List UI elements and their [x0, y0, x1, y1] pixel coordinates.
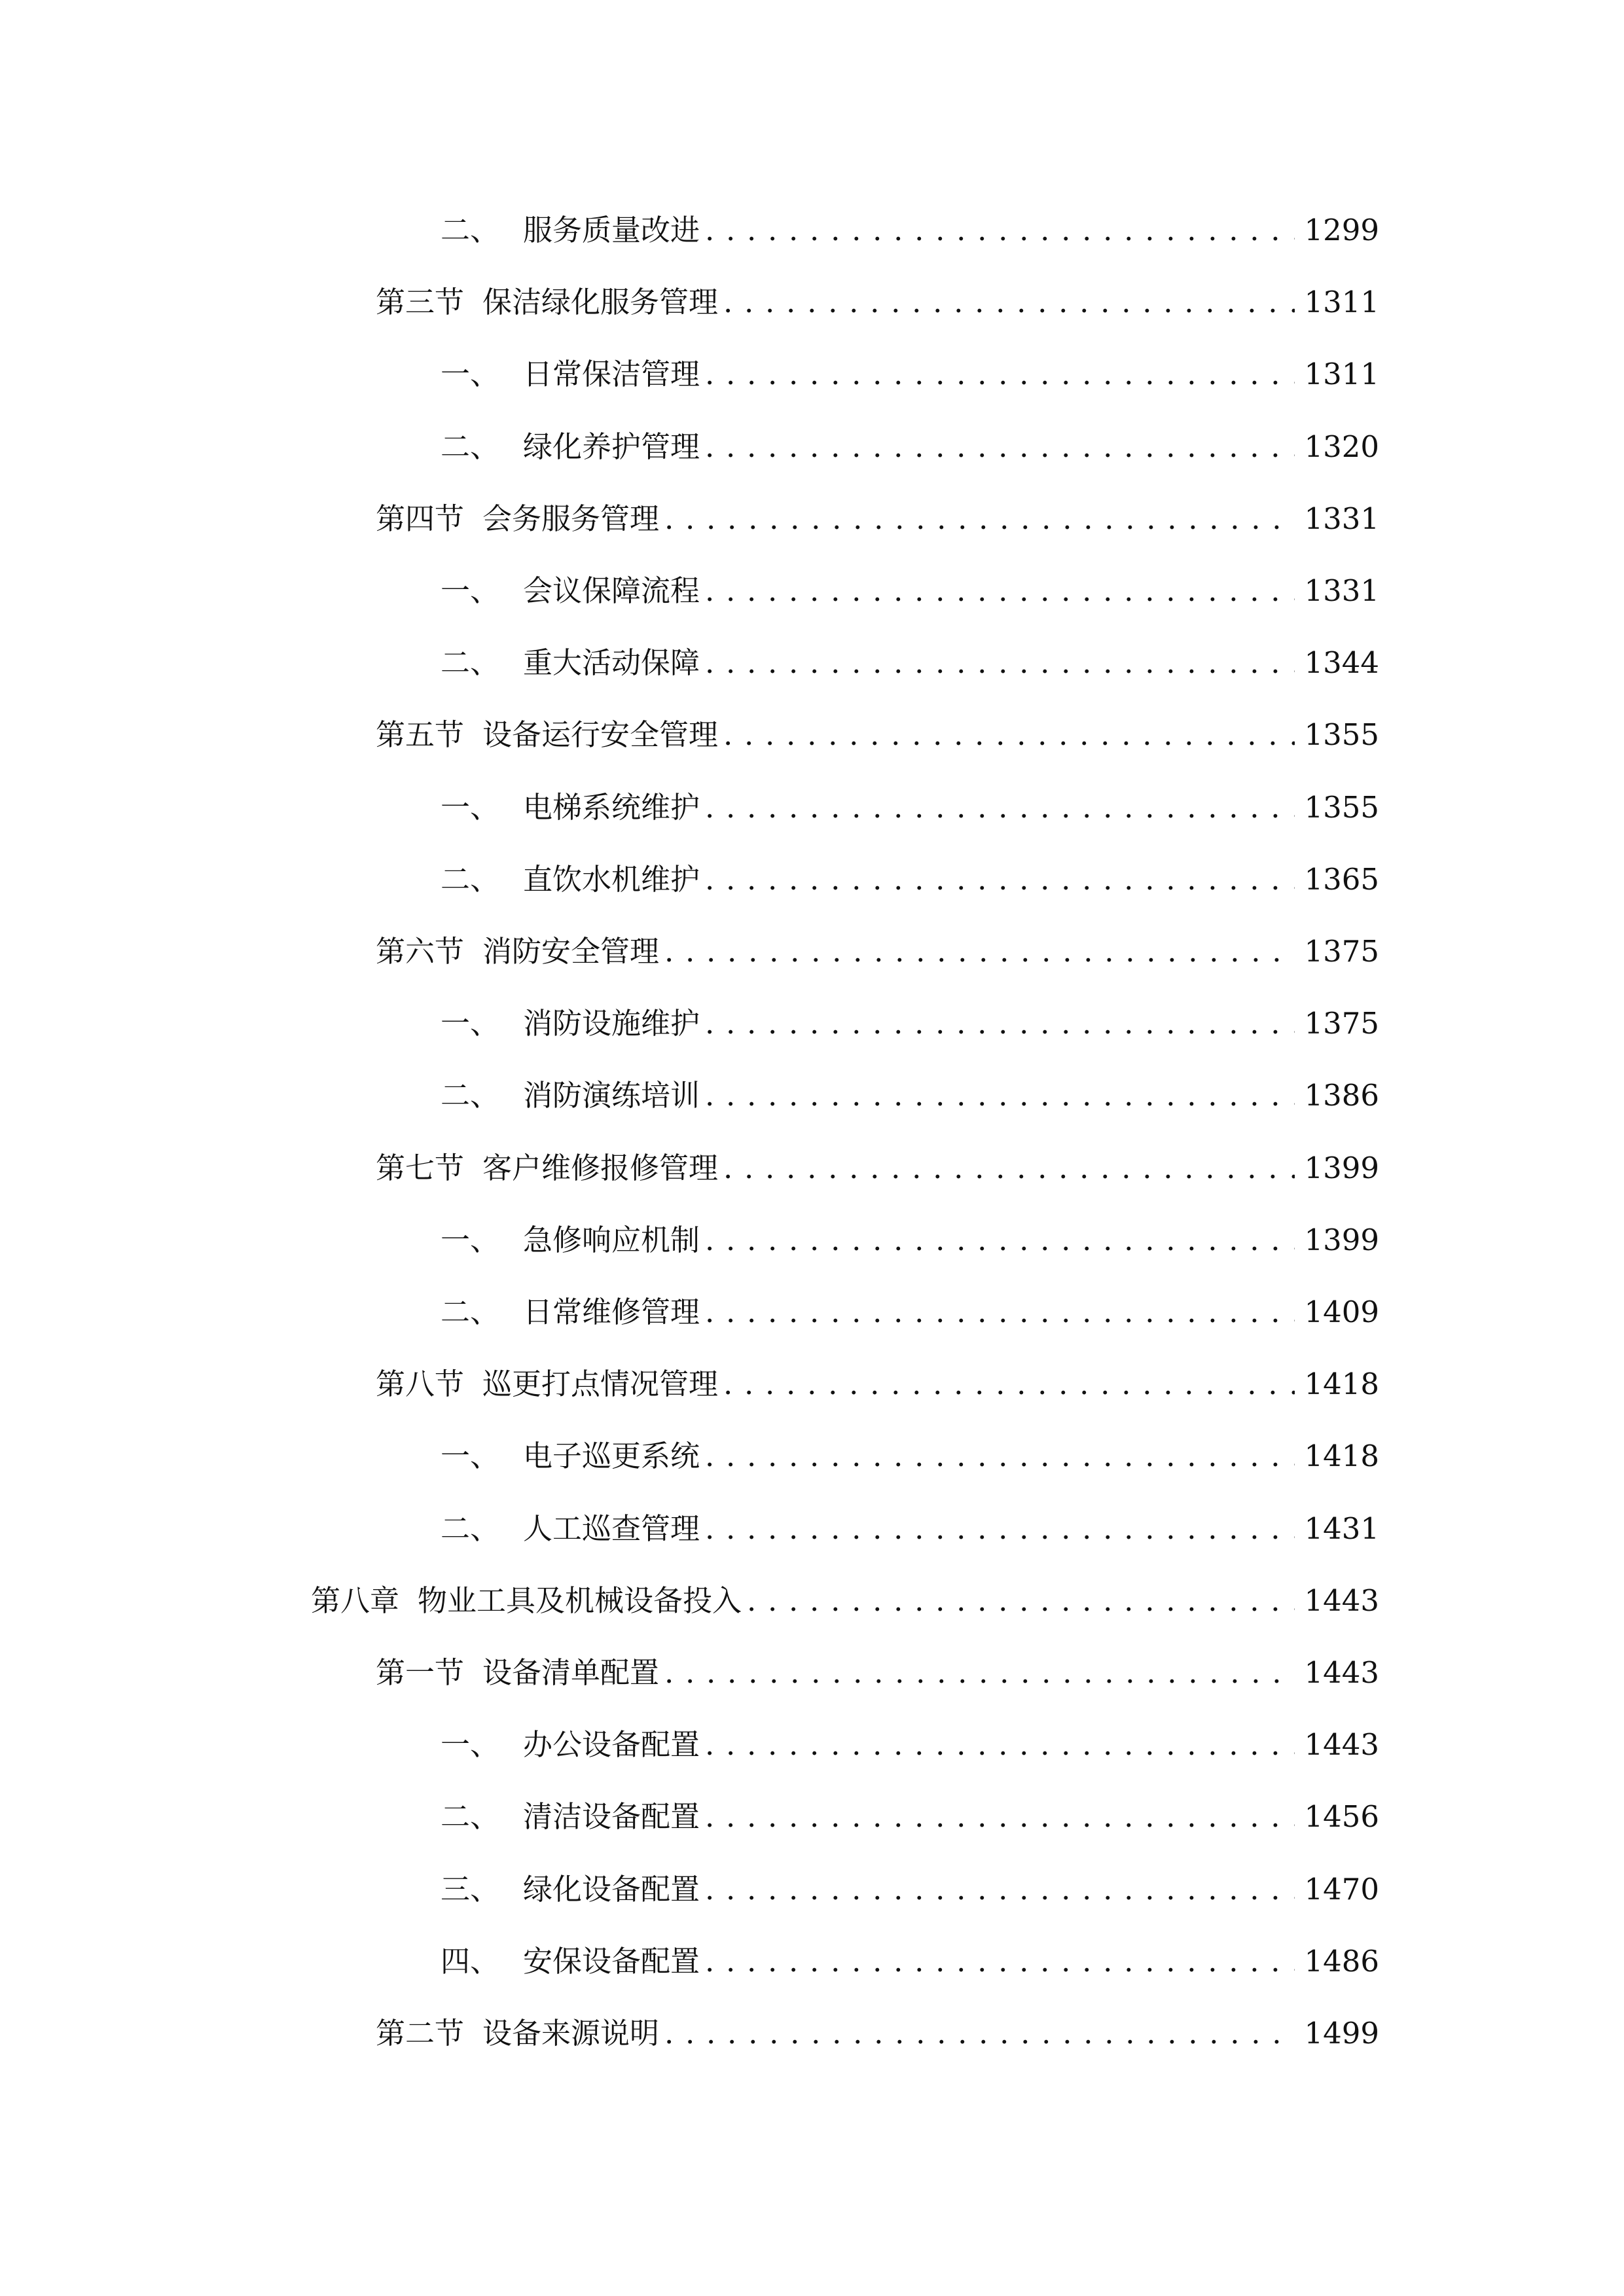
toc-entry-page-number: 1443 — [1304, 1655, 1379, 1690]
toc-entry-number: 第五节 — [376, 717, 465, 753]
toc-entry-title: 消防演练培训 — [523, 1078, 700, 1113]
toc-entry-number: 二、 — [441, 1511, 500, 1546]
toc-entry-page-number: 1311 — [1304, 357, 1379, 392]
toc-entry-number: 二、 — [441, 1799, 500, 1835]
toc-entry-title: 人工巡查管理 — [523, 1511, 700, 1546]
toc-dot-leader — [705, 1932, 1295, 1991]
toc-dot-leader — [705, 201, 1295, 260]
toc-entry-number: 二、 — [441, 1295, 500, 1329]
toc-entry[interactable] — [441, 850, 1379, 909]
toc-entry[interactable] — [441, 1932, 1379, 1991]
toc-entry-title: 重大活动保障 — [523, 645, 700, 681]
toc-dot-leader — [705, 562, 1295, 620]
toc-entry-page-number: 1431 — [1304, 1511, 1379, 1546]
toc-entry[interactable] — [376, 273, 1379, 332]
toc-entry-number: 第四节 — [376, 501, 465, 536]
toc-entry-page-number: 1375 — [1304, 1006, 1379, 1041]
toc-entry-title: 清洁设备配置 — [523, 1799, 700, 1835]
toc-entry-page-number: 1443 — [1304, 1583, 1379, 1618]
toc-entry-title: 日常保洁管理 — [523, 357, 700, 392]
toc-dot-leader — [723, 273, 1295, 332]
toc-entry-number: 一、 — [441, 357, 500, 392]
toc-entry[interactable] — [441, 201, 1379, 260]
toc-entry[interactable] — [441, 1283, 1379, 1342]
toc-entry[interactable] — [441, 634, 1379, 692]
toc-entry-number: 一、 — [441, 789, 500, 825]
toc-dot-leader — [705, 1860, 1295, 1919]
toc-dot-leader — [705, 634, 1295, 692]
toc-entry-number: 第八节 — [376, 1367, 465, 1402]
toc-entry-number: 第二节 — [376, 2016, 465, 2051]
toc-entry[interactable] — [441, 345, 1379, 404]
toc-entry-page-number: 1355 — [1304, 789, 1379, 825]
toc-entry-page-number: 1365 — [1304, 861, 1379, 897]
toc-entry-page-number: 1311 — [1304, 285, 1379, 320]
toc-entry-title: 服务质量改进 — [523, 213, 700, 247]
toc-entry-page-number: 1299 — [1304, 213, 1379, 247]
toc-entry-number: 一、 — [441, 1439, 500, 1474]
toc-dot-leader — [705, 345, 1295, 404]
toc-entry-number: 二、 — [441, 861, 500, 897]
toc-dot-leader — [723, 1139, 1295, 1198]
toc-entry-page-number: 1418 — [1304, 1439, 1379, 1474]
toc-entry[interactable] — [441, 418, 1379, 476]
toc-entry[interactable] — [441, 1066, 1379, 1125]
toc-entry-page-number: 1386 — [1304, 1078, 1379, 1113]
toc-entry[interactable] — [376, 2004, 1379, 2063]
toc-entry-number: 一、 — [441, 573, 500, 608]
toc-entry-page-number: 1499 — [1304, 2016, 1379, 2051]
toc-entry[interactable] — [376, 706, 1379, 764]
toc-entry-page-number: 1399 — [1304, 1150, 1379, 1185]
toc-entry-number: 第七节 — [376, 1150, 465, 1185]
toc-entry[interactable] — [376, 922, 1379, 981]
toc-dot-leader — [705, 1211, 1295, 1270]
toc-entry-number: 第六节 — [376, 934, 465, 969]
toc-entry-title: 消防设施维护 — [523, 1006, 700, 1041]
toc-entry[interactable] — [376, 1643, 1379, 1702]
toc-dot-leader — [664, 2004, 1295, 2063]
toc-dot-leader — [705, 994, 1295, 1053]
toc-entry[interactable] — [441, 1211, 1379, 1270]
toc-entry-title: 急修响应机制 — [523, 1222, 700, 1257]
toc-entry[interactable] — [376, 1139, 1379, 1198]
toc-entry-page-number: 1470 — [1304, 1871, 1379, 1907]
toc-dot-leader — [705, 1787, 1295, 1846]
toc-entry-page-number: 1399 — [1304, 1222, 1379, 1257]
toc-entry-page-number: 1456 — [1304, 1799, 1379, 1835]
toc-entry-number: 二、 — [441, 429, 500, 464]
toc-entry-page-number: 1418 — [1304, 1367, 1379, 1402]
toc-entry-number: 第一节 — [376, 1655, 465, 1690]
toc-entry-number: 二、 — [441, 213, 500, 247]
toc-entry-title: 日常维修管理 — [523, 1295, 700, 1329]
toc-entry[interactable] — [441, 1715, 1379, 1774]
toc-entry[interactable] — [441, 1860, 1379, 1919]
toc-dot-leader — [705, 1427, 1295, 1486]
toc-dot-leader — [705, 850, 1295, 909]
toc-entry-page-number: 1355 — [1304, 717, 1379, 753]
toc-entry-title: 巡更打点情况管理 — [482, 1367, 719, 1402]
toc-dot-leader — [664, 1643, 1295, 1702]
toc-entry-number: 四、 — [441, 1943, 500, 1979]
toc-entry-number: 三、 — [441, 1871, 500, 1907]
toc-dot-leader — [705, 1066, 1295, 1125]
toc-entry[interactable] — [441, 562, 1379, 620]
toc-entry-page-number: 1331 — [1304, 501, 1379, 536]
toc-entry-number: 二、 — [441, 645, 500, 681]
toc-entry[interactable] — [441, 778, 1379, 837]
toc-dot-leader — [705, 778, 1295, 837]
toc-entry-page-number: 1443 — [1304, 1727, 1379, 1763]
toc-entry-number: 第三节 — [376, 285, 465, 320]
toc-entry-title: 会务服务管理 — [482, 501, 660, 536]
toc-entry-title: 绿化养护管理 — [523, 429, 700, 464]
toc-entry-title: 直饮水机维护 — [523, 861, 700, 897]
toc-entry-page-number: 1320 — [1304, 429, 1379, 464]
toc-entry-page-number: 1486 — [1304, 1943, 1379, 1979]
toc-entry-title: 办公设备配置 — [523, 1727, 700, 1763]
toc-entry-page-number: 1344 — [1304, 645, 1379, 681]
toc-entry-title: 会议保障流程 — [523, 573, 700, 608]
toc-entry-title: 设备清单配置 — [482, 1655, 660, 1690]
toc-entry-page-number: 1375 — [1304, 934, 1379, 969]
toc-entry-number: 一、 — [441, 1727, 500, 1763]
toc-dot-leader — [664, 490, 1295, 548]
toc-entry-number: 一、 — [441, 1222, 500, 1257]
toc-entry[interactable] — [376, 490, 1379, 548]
toc-dot-leader — [664, 922, 1295, 981]
toc-entry-title: 电子巡更系统 — [523, 1439, 700, 1474]
toc-entry[interactable] — [441, 1787, 1379, 1846]
toc-entry-title: 客户维修报修管理 — [482, 1150, 719, 1185]
toc-entry-page-number: 1331 — [1304, 573, 1379, 608]
toc-dot-leader — [705, 1715, 1295, 1774]
toc-entry[interactable] — [441, 1427, 1379, 1486]
toc-dot-leader — [723, 1355, 1295, 1414]
toc-dot-leader — [747, 1571, 1295, 1630]
toc-entry-number: 一、 — [441, 1006, 500, 1041]
toc-entry-title: 设备来源说明 — [482, 2016, 660, 2051]
toc-entry-number: 第八章 — [311, 1583, 400, 1618]
toc-dot-leader — [705, 1499, 1295, 1558]
toc-entry[interactable] — [441, 994, 1379, 1053]
toc-entry-title: 保洁绿化服务管理 — [482, 285, 719, 320]
toc-entry-title: 物业工具及机械设备投入 — [418, 1583, 742, 1618]
toc-entry-title: 消防安全管理 — [482, 934, 660, 969]
toc-entry-title: 电梯系统维护 — [523, 789, 700, 825]
toc-entry[interactable] — [441, 1499, 1379, 1558]
toc-entry-title: 安保设备配置 — [523, 1943, 700, 1979]
toc-dot-leader — [705, 1283, 1295, 1342]
toc-entry[interactable] — [311, 1571, 1379, 1630]
toc-entry-title: 设备运行安全管理 — [482, 717, 719, 753]
toc-entry-title: 绿化设备配置 — [523, 1871, 700, 1907]
toc-dot-leader — [705, 418, 1295, 476]
toc-entry-number: 二、 — [441, 1078, 500, 1113]
toc-entry-page-number: 1409 — [1304, 1295, 1379, 1329]
toc-dot-leader — [723, 706, 1295, 764]
toc-entry[interactable] — [376, 1355, 1379, 1414]
